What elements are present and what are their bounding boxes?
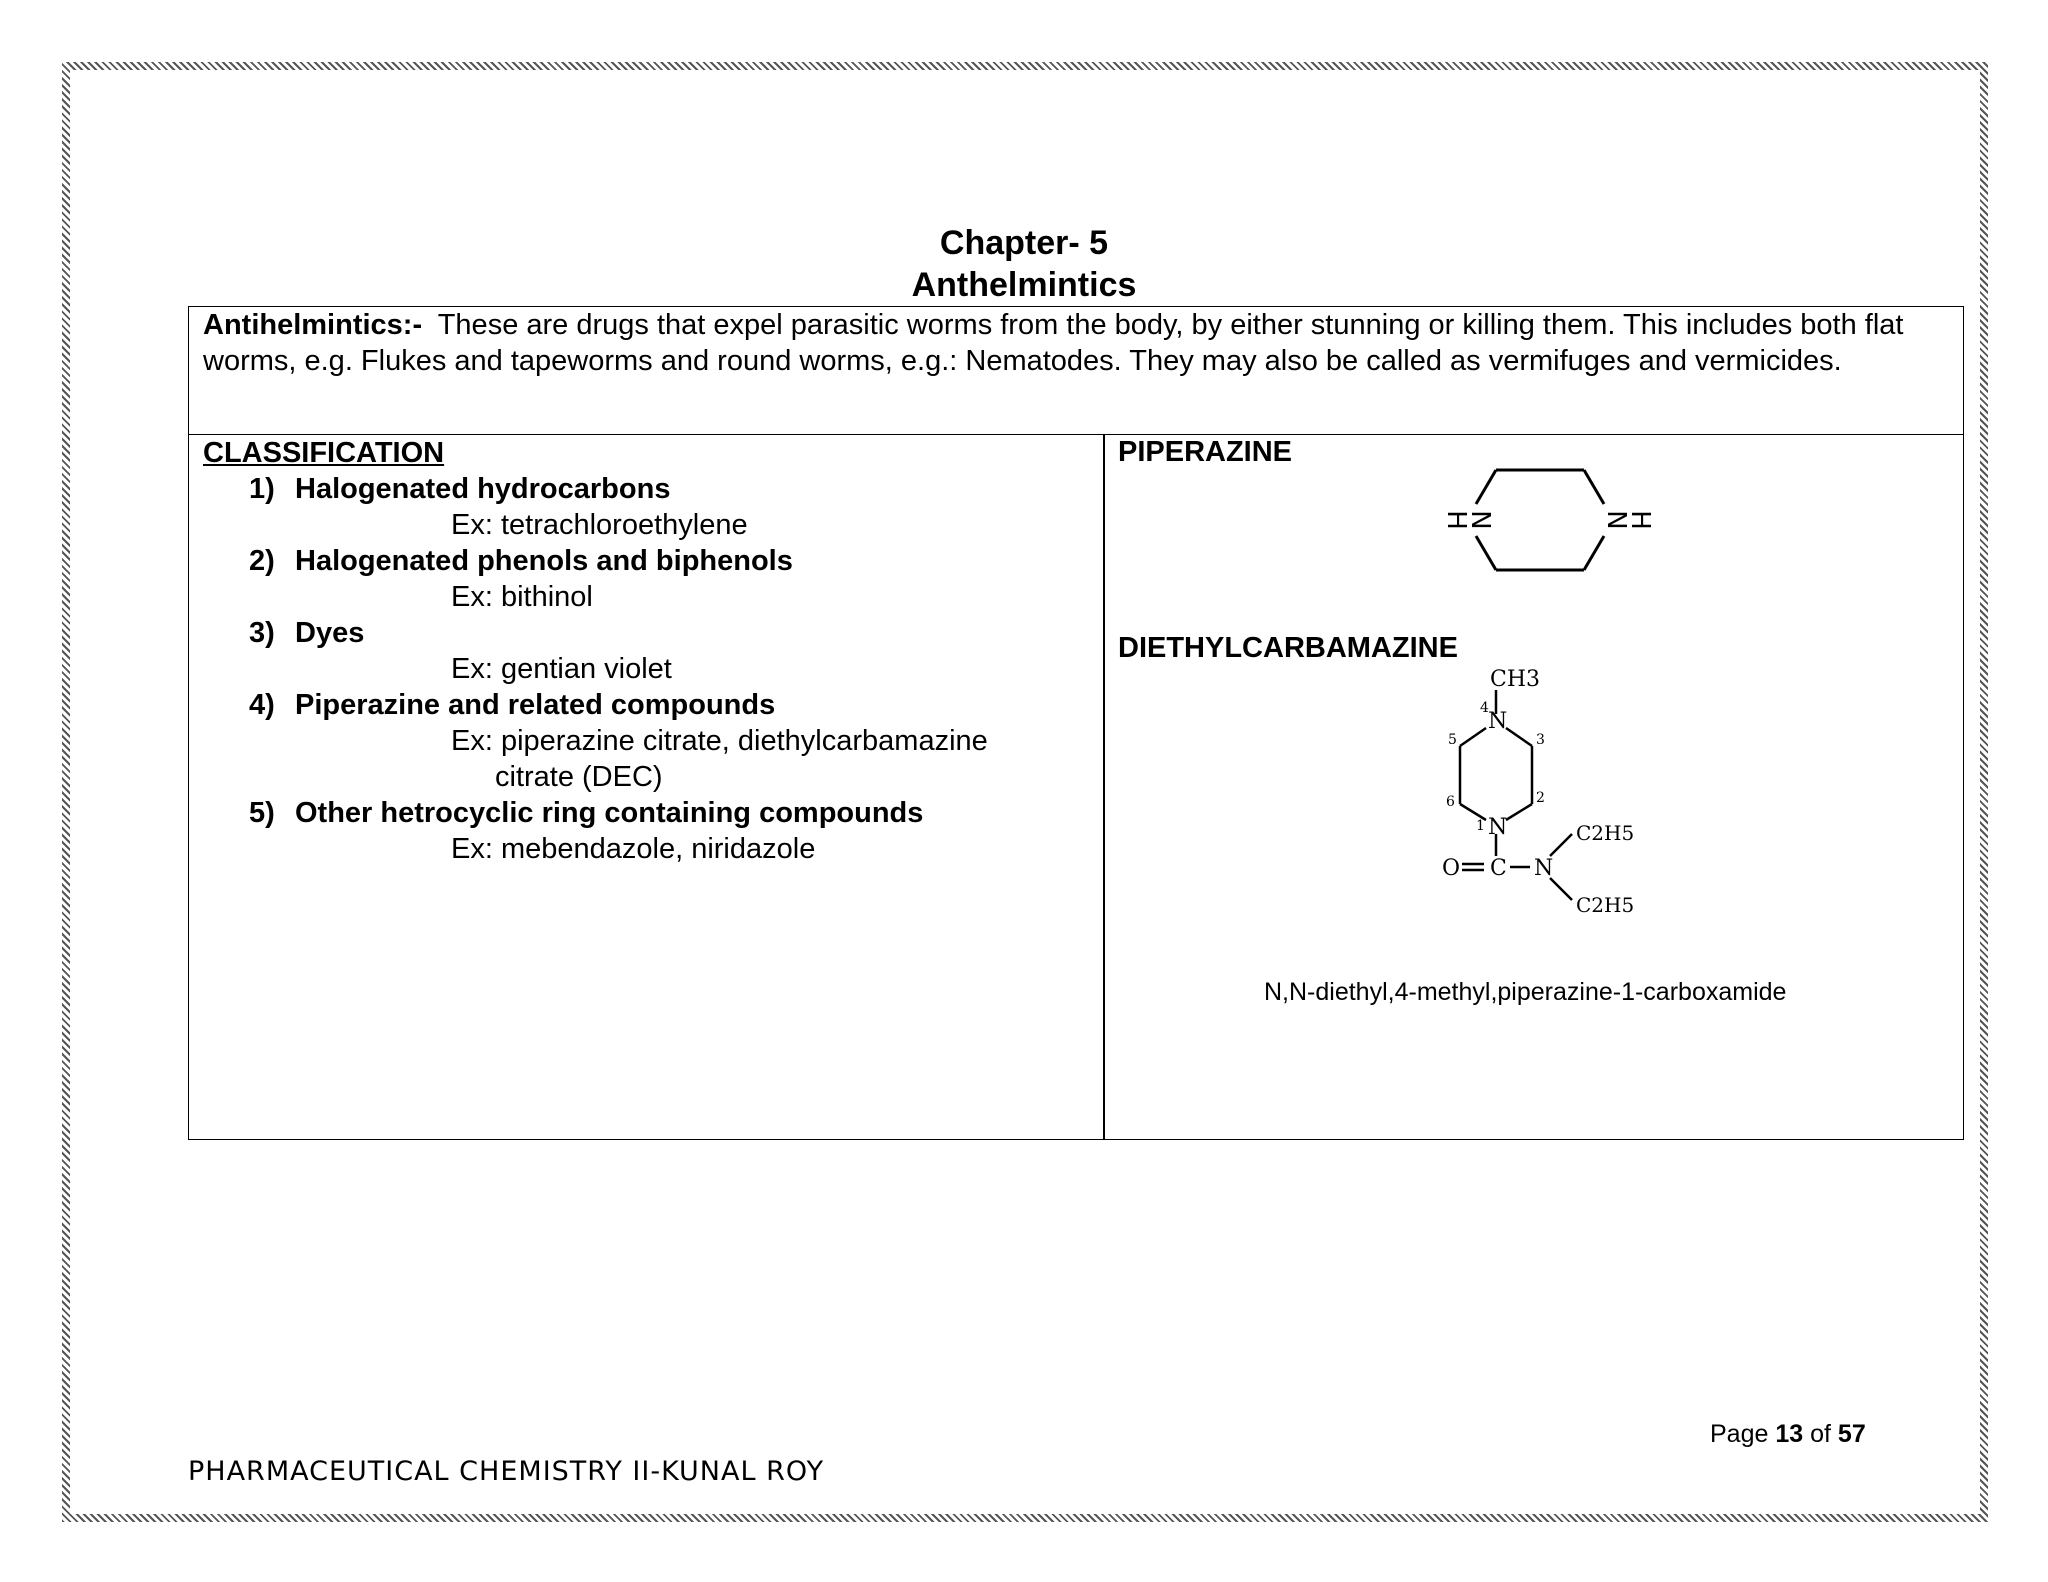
page-prefix: Page [1710,1420,1769,1448]
class-item [203,471,1093,507]
dec-position-6: 6 [1446,794,1455,810]
class-item-number: 5) [249,797,275,829]
intro-term: Antihelmintics:- [203,309,423,341]
class-example: Ex: gentian violet [451,653,672,685]
diethylcarbamazine-structure [1420,660,1700,930]
chapter-heading [0,222,2048,306]
class-example: Ex: tetrachloroethylene [451,509,748,541]
page-current: 13 [1775,1420,1804,1448]
chapter-number: Chapter- 5 [939,224,1109,262]
piperazine-h-left: H [1441,510,1471,530]
dec-n1: N [1488,815,1508,840]
diethylcarbamazine-iupac-name: N,N-diethyl,4-methyl,piperazine-1-carboxamide [1264,978,1787,1006]
classification-heading: CLASSIFICATION [203,437,445,469]
piperazine-title: PIPERAZINE [1118,436,1293,468]
piperazine-structure [1420,460,1660,610]
class-item-number: 1) [249,473,275,505]
intro-text: These are drugs that expel parasitic worms from the body, by either stunning or killing them. This includes both flat worms, e.g. Flukes and tapeworms and round worms, e.g.: Nematodes. They may also be called as vermifuges and vermicides. [203,309,1904,377]
class-item-label: Halogenated hydrocarbons [295,473,671,505]
class-item-number: 4) [249,689,275,721]
dec-position-1: 1 [1476,818,1485,834]
class-example: Ex: piperazine citrate, diethylcarbamazine [451,725,988,757]
page-of: of [1810,1420,1831,1448]
classification-cell [203,435,1093,867]
dec-position-4: 4 [1480,700,1489,716]
class-item-label: Halogenated phenols and biphenols [295,545,793,577]
dec-oxygen: O [1442,856,1461,881]
class-item [203,687,1093,723]
dec-n4: N [1488,709,1508,734]
page-total: 57 [1837,1420,1866,1448]
class-item-label: Dyes [295,617,365,649]
footer-course-title: PHARMACEUTICAL CHEMISTRY II-KUNAL ROY [188,1456,825,1487]
class-example: Ex: mebendazole, niridazole [451,833,816,865]
dec-ethyl-top: C2H5 [1576,821,1635,845]
class-example: Ex: bithinol [451,581,593,613]
class-item [203,615,1093,651]
class-item-number: 2) [249,545,275,577]
intro-row [189,307,1963,435]
piperazine-n-left: N [1465,510,1495,530]
dec-ch3: CH3 [1490,667,1541,692]
class-item-number: 3) [249,617,275,649]
class-example-continued: citrate (DEC) [495,761,663,793]
page-number [1710,1420,1866,1449]
dec-carbon: C [1490,856,1507,881]
class-item-label: Piperazine and related compounds [295,689,776,721]
dec-ethyl-bottom: C2H5 [1576,893,1635,917]
dec-n-amide: N [1534,856,1554,881]
column-divider [1103,434,1105,1140]
dec-position-3: 3 [1536,732,1545,748]
piperazine-h-right: H [1625,510,1655,530]
diethylcarbamazine-title: DIETHYLCARBAMAZINE [1118,632,1458,664]
chapter-title: Anthelmintics [911,266,1137,304]
piperazine-n-right: N [1601,510,1631,530]
class-item [203,543,1093,579]
dec-position-5: 5 [1448,732,1457,748]
class-item-label: Other hetrocyclic ring containing compounds [295,797,924,829]
dec-position-2: 2 [1536,790,1545,806]
class-item [203,795,1093,831]
